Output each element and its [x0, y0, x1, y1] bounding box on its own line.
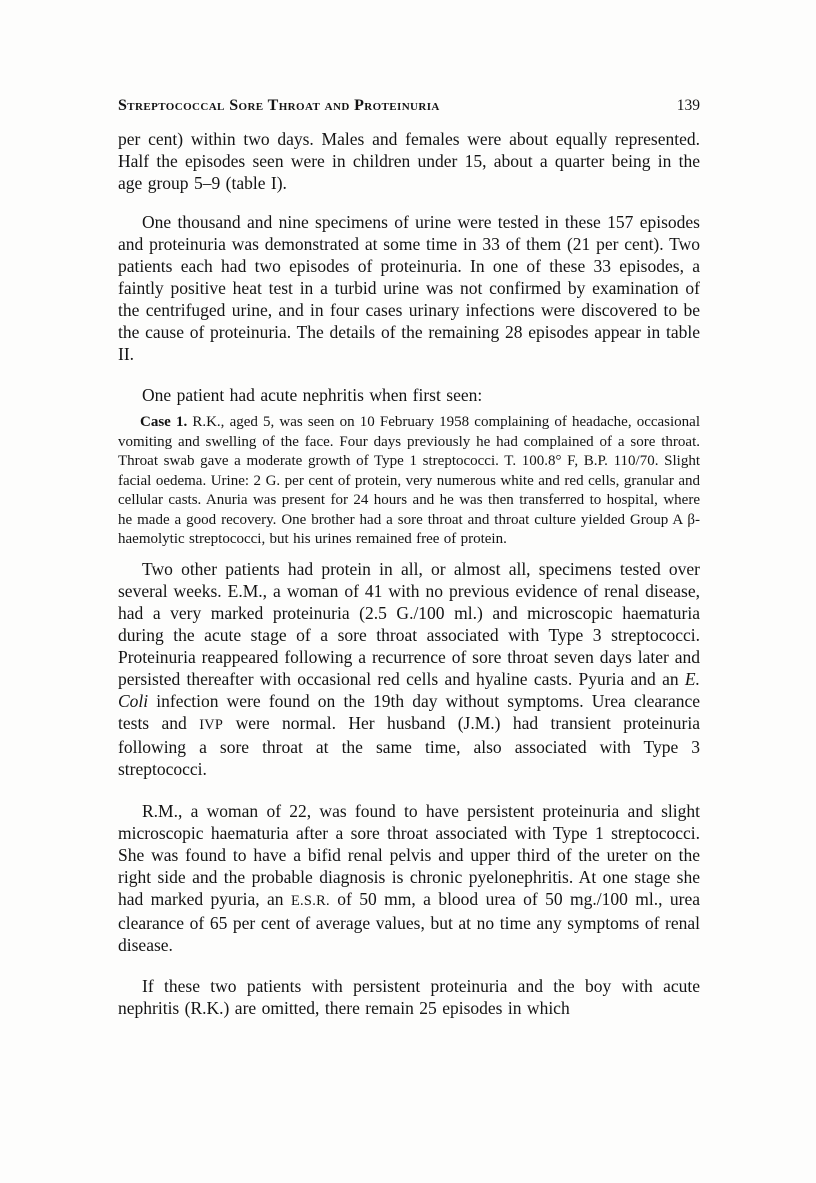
two-patients-part3: were normal. Her husband (J.M.) had transient proteinuria following a sore throat at the same time, also associated with Type 3 streptococci. — [118, 712, 700, 779]
rm-woman-part2: of 50 mm, a blood urea of 50 mg./100 ml., urea clearance of 65 per cent of average values, but at no time any symptoms of renal disease. — [118, 888, 700, 955]
species-e-coli: E. Coli — [118, 668, 700, 711]
abbrev-ivp: IVP — [199, 716, 224, 733]
paragraph-two-patients — [118, 558, 700, 780]
paragraph-rm-woman — [118, 800, 700, 956]
case-report-1 — [118, 413, 700, 550]
text-block — [118, 97, 700, 1019]
paragraph-continuation: per cent) within two days. Males and females were about equally represented. Half the episodes seen were in children under 15, about a quarter being in the age group 5–9 (table I). — [118, 129, 700, 193]
abbrev-esr: E.S.R. — [290, 892, 330, 909]
running-head — [118, 97, 700, 115]
page-number: 139 — [676, 97, 700, 114]
case-label: Case 1. — [140, 414, 188, 430]
paragraph-specimens: One thousand and nine specimens of urine were tested in these 157 episodes and proteinuria was demonstrated at some time in 33 of them (21 per cent). Two patients each had two episodes of proteinuria. In one of these 33 episodes, a faintly positive heat test in a turbid urine was not confirmed by examination of the centrifuged urine, and in four cases urinary infections were discovered to be the cause of proteinuria. The details of the remaining 28 episodes appear in table II. — [118, 212, 700, 364]
rm-woman-part1: R.M., a woman of 22, was found to have persistent proteinuria and slight microscopic haematuria after a sore throat associated with Type 1 streptococci. She was found to have a bifid renal pelvis and upper third of the ureter on the right side and the probable diagnosis is chronic pyelonephritis. At one stage she had marked pyuria, an — [118, 800, 700, 909]
paragraph-lead-in: One patient had acute nephritis when first seen: — [142, 385, 483, 405]
paragraph-closing: If these two patients with persistent proteinuria and the boy with acute nephritis (R.K.) are omitted, there remain 25 episodes in which — [118, 975, 700, 1018]
two-patients-part2: infection were found on the 19th day without symptoms. Urea clearance tests and — [118, 690, 700, 733]
case-body: R.K., aged 5, was seen on 10 February 1958 complaining of headache, occasional vomiting and swelling of the face. Four days previously he had complained of a sore throat. Throat swab gave a moderate growth of Type 1 streptococci. T. 100.8° F, B.P. 110/70. Slight facial oedema. Urine: 2 G. per cent of protein, very numerous white and red cells, granular and cellular casts. Anuria was present for 24 hours and he was then transferred to hospital, where he made a good recovery. One brother had a sore throat and throat culture yielded Group A β-haemolytic streptococci, but his urines remained free of protein. — [118, 414, 700, 547]
two-patients-part1: Two other patients had protein in all, or almost all, specimens tested over several weeks. E.M., a woman of 41 with no previous evidence of renal disease, had a very marked proteinuria (2.5 G./100 ml.) and microscopic haematuria during the acute stage of a sore throat associated with Type 3 streptococci. Proteinuria reappeared following a recurrence of sore throat seven days later and persisted thereafter with occasional red cells and hyaline casts. Pyuria and an — [118, 558, 700, 689]
running-title: Streptococcal Sore Throat and Proteinuria — [118, 97, 440, 114]
